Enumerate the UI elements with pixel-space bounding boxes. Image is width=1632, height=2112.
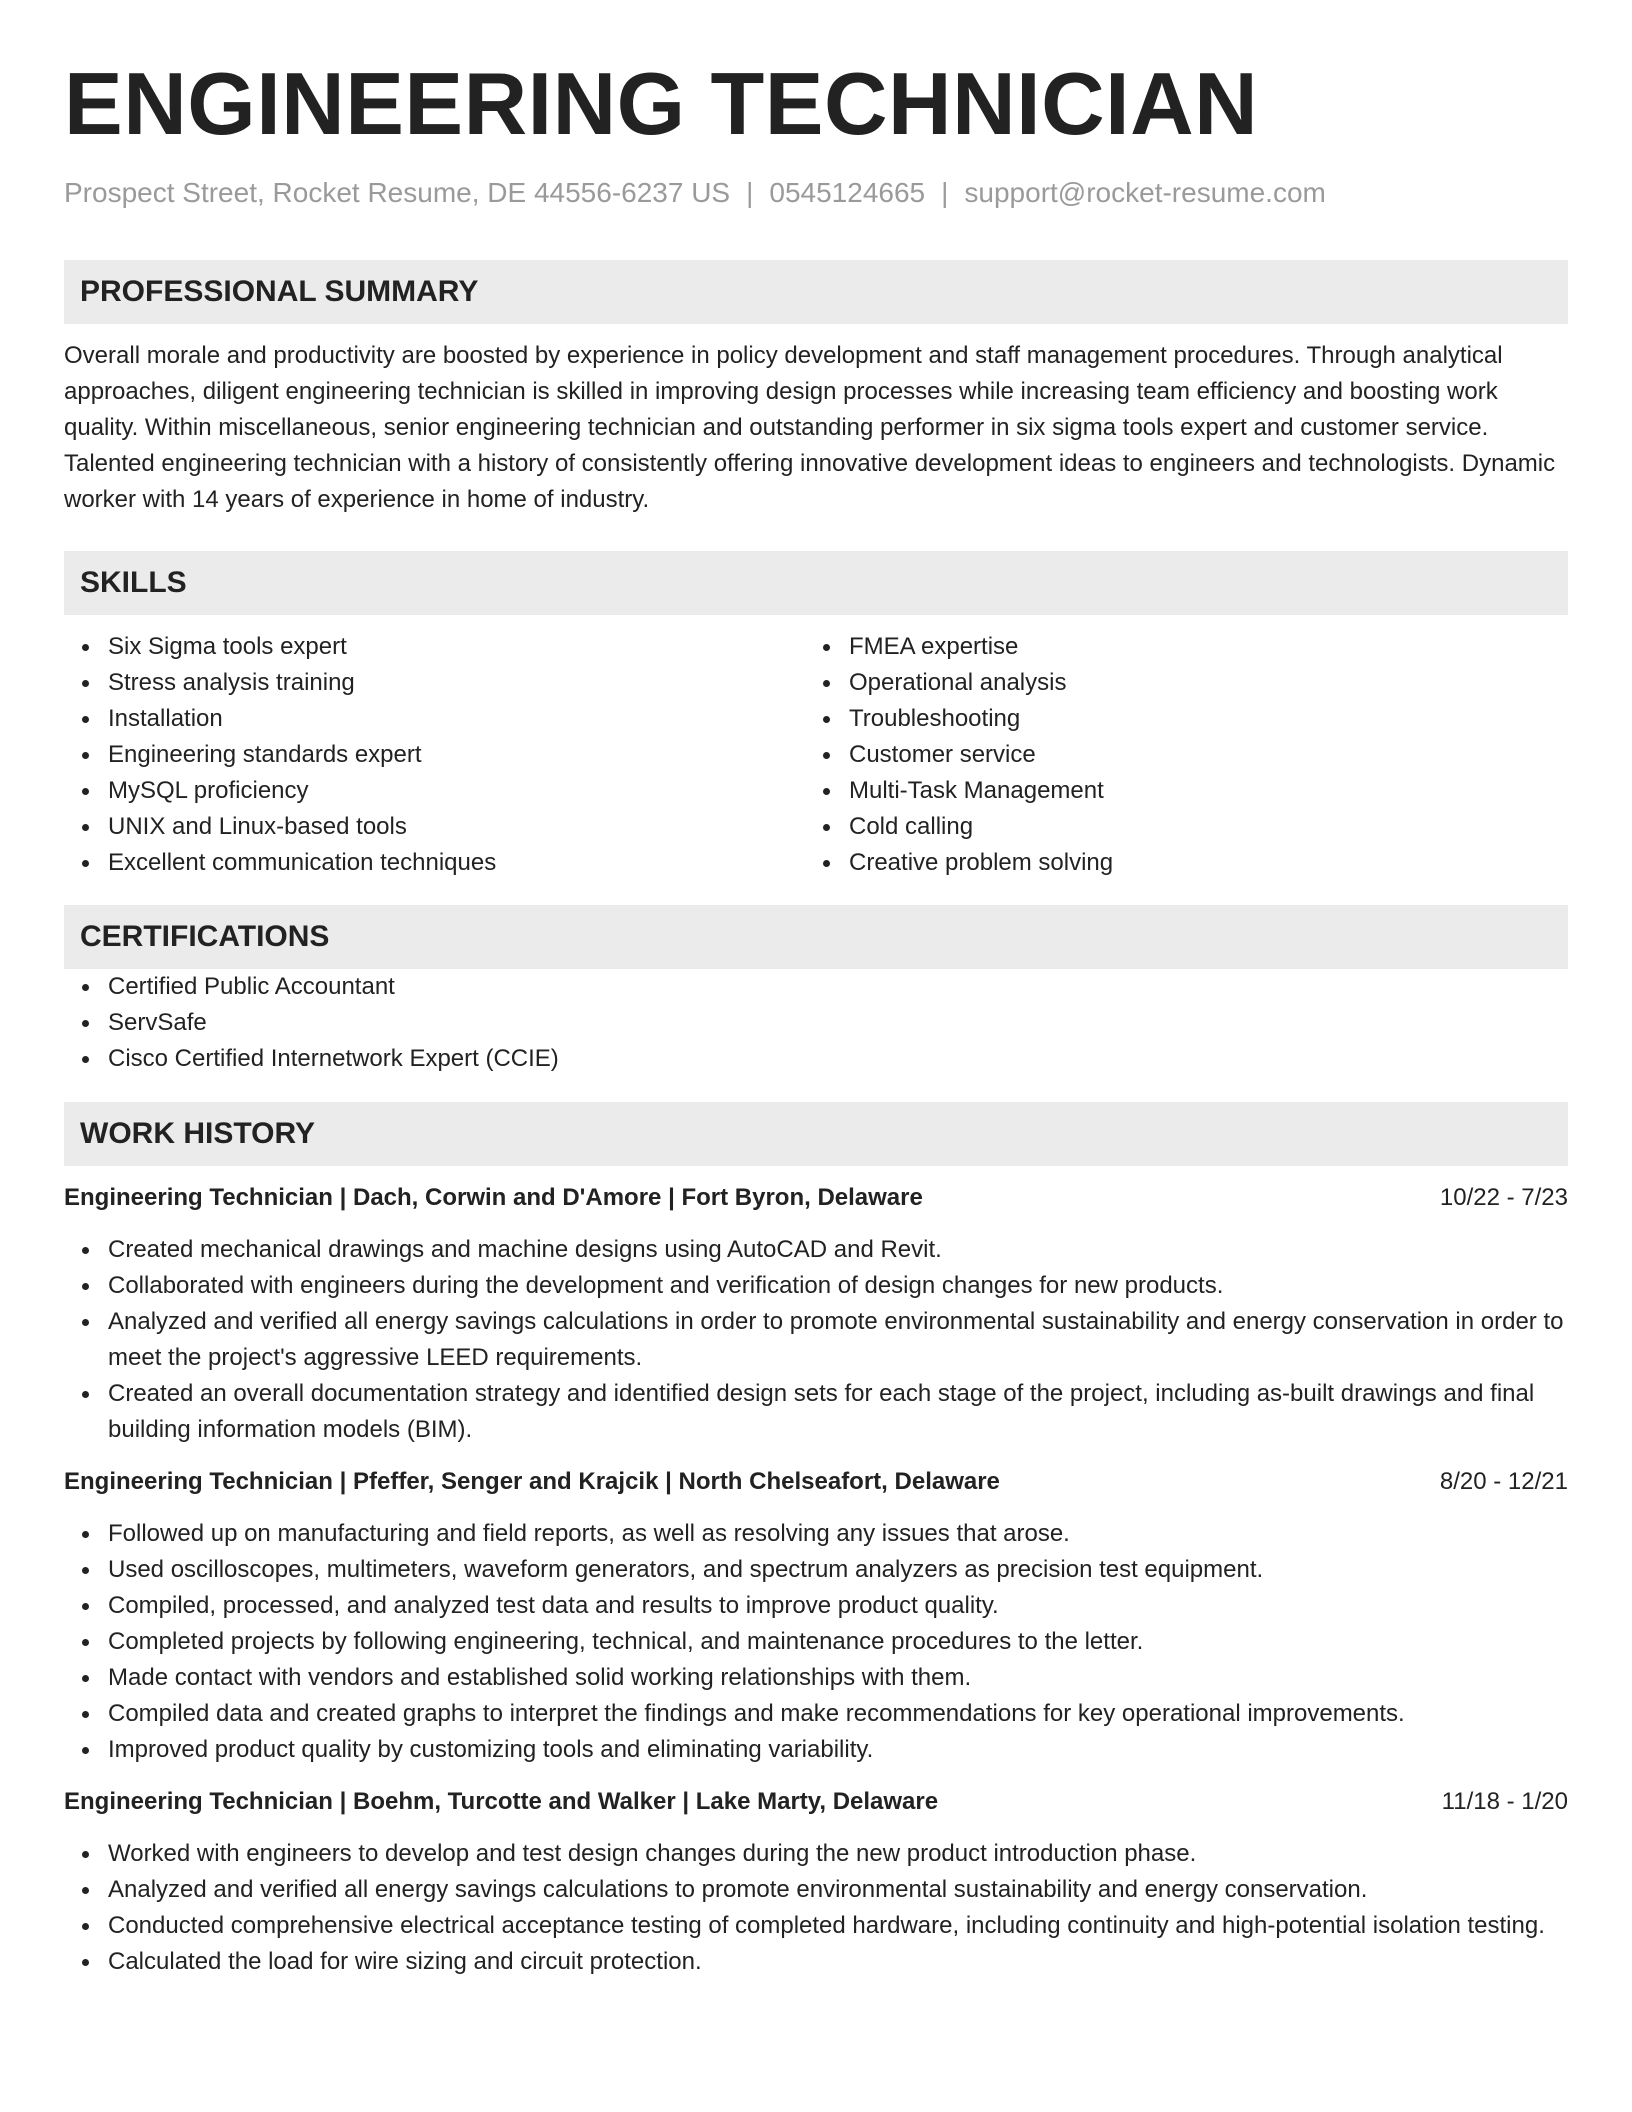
skill-item: Troubleshooting <box>849 701 1546 737</box>
skill-item: Creative problem solving <box>849 845 1546 881</box>
job-dates: 8/20 - 12/21 <box>1439 1468 1568 1495</box>
skill-item: Engineering standards expert <box>108 737 805 773</box>
skill-item: Operational analysis <box>849 665 1546 701</box>
job-bullet: Made contact with vendors and established solid working relationships with them. <box>108 1660 1568 1696</box>
job-bullet: Improved product quality by customizing tools and eliminating variability. <box>108 1732 1568 1768</box>
contact-separator: | <box>941 177 949 208</box>
job-bullet: Completed projects by following engineering, technical, and maintenance procedures to the letter. <box>108 1624 1568 1660</box>
skill-item: UNIX and Linux-based tools <box>108 809 805 845</box>
job-bullet: Followed up on manufacturing and field reports, as well as resolving any issues that arose. <box>108 1516 1568 1552</box>
job-entry <box>64 1180 1568 1448</box>
contact-line <box>64 176 1568 210</box>
skill-item: FMEA expertise <box>849 629 1546 665</box>
summary-heading: PROFESSIONAL SUMMARY <box>64 260 1568 324</box>
work-history-heading: WORK HISTORY <box>64 1102 1568 1166</box>
job-title: Engineering Technician | Pfeffer, Senger and Krajcik | North Chelseafort, Delaware <box>64 1468 1000 1495</box>
skill-item: Multi-Task Management <box>849 773 1546 809</box>
job-entry <box>64 1464 1568 1768</box>
skills-list-right <box>805 629 1546 881</box>
skill-item: Excellent communication techniques <box>108 845 805 881</box>
certification-item: Certified Public Accountant <box>108 969 1568 1005</box>
contact-separator: | <box>746 177 754 208</box>
resume-name: ENGINEERING TECHNICIAN <box>64 54 1259 153</box>
skill-item: Six Sigma tools expert <box>108 629 805 665</box>
job-bullet: Created mechanical drawings and machine designs using AutoCAD and Revit. <box>108 1232 1568 1268</box>
skill-item: Stress analysis training <box>108 665 805 701</box>
job-header <box>64 1464 1568 1500</box>
job-bullet: Compiled data and created graphs to interpret the findings and make recommendations for key operational improvements. <box>108 1696 1568 1732</box>
skill-item: Customer service <box>849 737 1546 773</box>
skills-column-left <box>64 629 805 881</box>
contact-phone: 0545124665 <box>769 177 926 208</box>
skills-grid <box>64 629 1568 881</box>
skills-column-right <box>805 629 1546 881</box>
job-title: Engineering Technician | Dach, Corwin and D'Amore | Fort Byron, Delaware <box>64 1184 923 1211</box>
job-dates: 10/22 - 7/23 <box>1439 1184 1568 1211</box>
job-bullet: Worked with engineers to develop and test design changes during the new product introduction phase. <box>108 1836 1568 1872</box>
skills-heading: SKILLS <box>64 551 1568 615</box>
skills-list-left <box>64 629 805 881</box>
job-bullet: Compiled, processed, and analyzed test data and results to improve product quality. <box>108 1588 1568 1624</box>
contact-email: support@rocket-resume.com <box>964 177 1326 208</box>
certification-item: Cisco Certified Internetwork Expert (CCIE) <box>108 1041 1568 1077</box>
job-bullets <box>64 1516 1568 1768</box>
certifications-heading: CERTIFICATIONS <box>64 905 1568 969</box>
certification-item: ServSafe <box>108 1005 1568 1041</box>
job-header <box>64 1180 1568 1216</box>
job-bullet: Analyzed and verified all energy savings calculations to promote environmental sustainability and energy conservation. <box>108 1872 1568 1908</box>
job-bullet: Conducted comprehensive electrical acceptance testing of completed hardware, including continuity and high-potential isolation testing. <box>108 1908 1568 1944</box>
job-header <box>64 1784 1568 1820</box>
job-bullet: Analyzed and verified all energy savings calculations in order to promote environmental sustainability and energy conservation in order to meet the project's aggressive LEED requirements. <box>108 1304 1568 1376</box>
job-bullet: Collaborated with engineers during the development and verification of design changes for new products. <box>108 1268 1568 1304</box>
job-bullet: Used oscilloscopes, multimeters, waveform generators, and spectrum analyzers as precision test equipment. <box>108 1552 1568 1588</box>
summary-text: Overall morale and productivity are boosted by experience in policy development and staff management procedures. Through analytical approaches, diligent engineering technician is skilled in improving design processes while increasing team efficiency and boosting work quality. Within miscellaneous, senior engineering technician and outstanding performer in six sigma tools expert and customer service. Talented engineering technician with a history of consistently offering innovative development ideas to engineers and technologists. Dynamic worker with 14 years of experience in home of industry. <box>64 342 1556 513</box>
skill-item: MySQL proficiency <box>108 773 805 809</box>
job-bullet: Created an overall documentation strategy and identified design sets for each stage of the project, including as-built drawings and final building information models (BIM). <box>108 1376 1568 1448</box>
job-bullets <box>64 1232 1568 1448</box>
job-bullets <box>64 1836 1568 1980</box>
job-dates: 11/18 - 1/20 <box>1441 1788 1568 1815</box>
contact-address: Prospect Street, Rocket Resume, DE 44556-6237 US <box>64 177 731 208</box>
job-entry <box>64 1784 1568 1980</box>
skill-item: Installation <box>108 701 805 737</box>
job-title: Engineering Technician | Boehm, Turcotte and Walker | Lake Marty, Delaware <box>64 1788 939 1815</box>
job-bullet: Calculated the load for wire sizing and circuit protection. <box>108 1944 1568 1980</box>
skill-item: Cold calling <box>849 809 1546 845</box>
certifications-list <box>64 969 1568 1077</box>
